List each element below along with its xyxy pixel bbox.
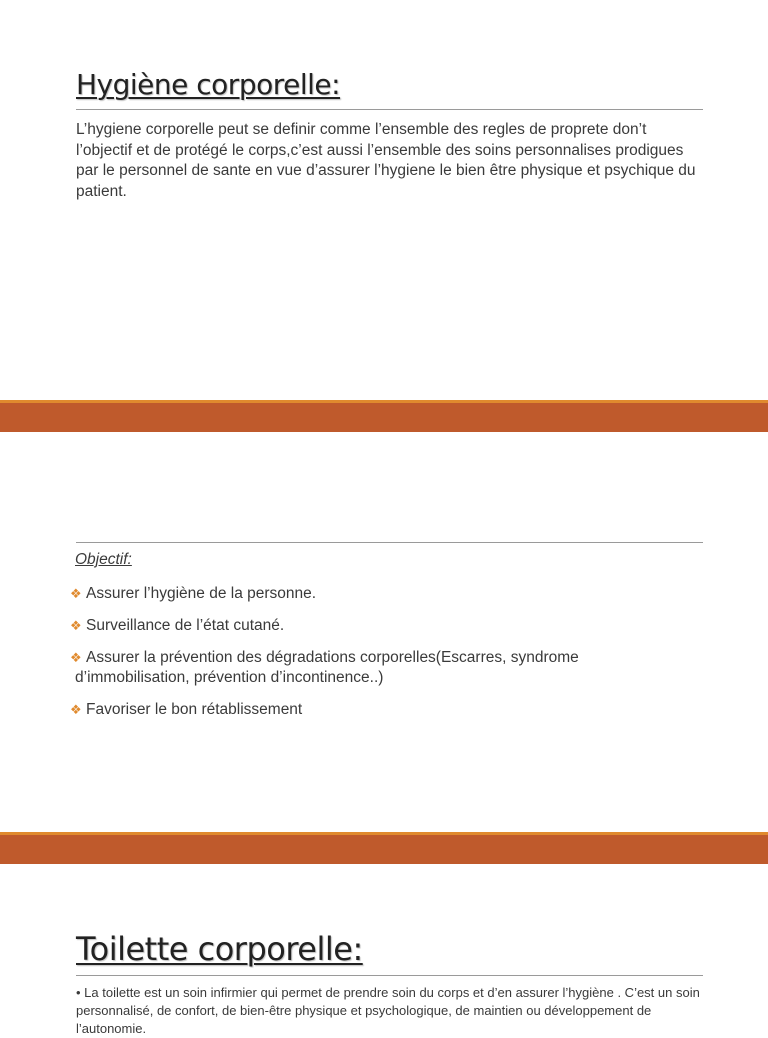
- orange-diamond-bullet-icon: ❖: [70, 618, 82, 633]
- list-item: [70, 584, 710, 604]
- objective-label: Objectif:: [75, 551, 132, 568]
- slide-separator-band: [0, 832, 768, 864]
- bullet-text-continuation: d’immobilisation, prévention d’incontinence..): [75, 669, 384, 686]
- bullet-text: Assurer l’hygiène de la personne.: [86, 585, 317, 602]
- bullet-text: Surveillance de l’état cutané.: [86, 617, 285, 634]
- slide-body-text: • La toilette est un soin infirmier qui permet de prendre soin du corps et d’en assurer l’hygiène . C’est un soin personnalisé, de confort, de bien-être physique et psychologique, de maintien ou développement de l’autonomie.: [76, 985, 700, 1036]
- separator-stripe: [0, 832, 768, 835]
- title-divider: [76, 542, 703, 543]
- slide-title: Hygiène corporelle:: [76, 68, 341, 101]
- slide-hygiene-corporelle: [0, 0, 768, 400]
- bullet-text: Favoriser le bon rétablissement: [86, 701, 303, 718]
- orange-diamond-bullet-icon: ❖: [70, 586, 82, 601]
- list-item: [70, 648, 710, 688]
- objective-bullet-list: [70, 584, 710, 732]
- separator-stripe: [0, 400, 768, 403]
- slide-separator-band: [0, 400, 768, 432]
- orange-diamond-bullet-icon: ❖: [70, 650, 82, 665]
- slide-title: Toilette corporelle:: [76, 930, 363, 968]
- list-item: [70, 700, 710, 720]
- bullet-text: Assurer la prévention des dégradations corporelles(Escarres, syndrome: [86, 649, 579, 666]
- list-item: [70, 616, 710, 636]
- orange-diamond-bullet-icon: ❖: [70, 702, 82, 717]
- slide-objectif: [0, 432, 768, 832]
- slide-toilette-corporelle: [0, 864, 768, 1036]
- title-divider: [76, 975, 703, 976]
- title-divider: [76, 109, 703, 110]
- slide-body-text: L’hygiene corporelle peut se definir comme l’ensemble des regles de proprete don’t l’objectif et de protégé le corps,c’est aussi l’ensemble des soins personnalises prodigues par le personnel de sante en vue d’assurer l’hygiene le bien être physique et psychique du patient.: [76, 121, 696, 200]
